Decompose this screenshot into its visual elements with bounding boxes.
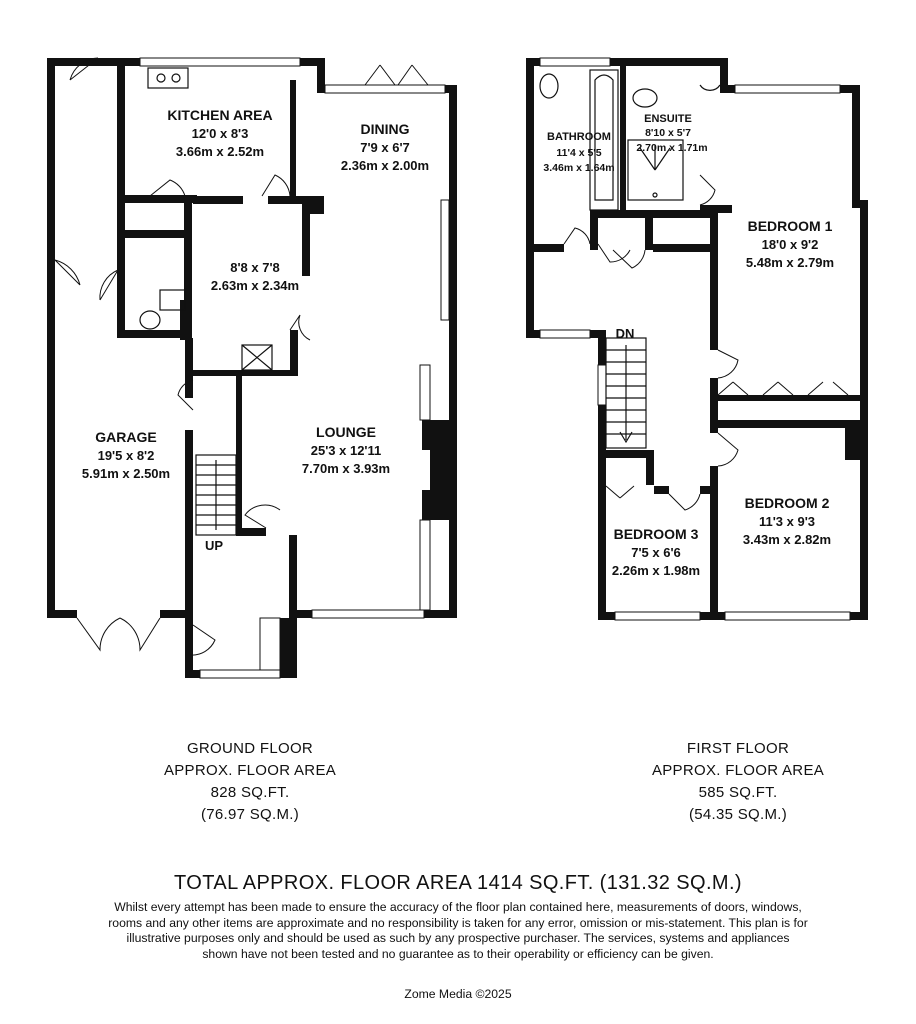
room-metric: 7.70m x 3.93m bbox=[301, 461, 391, 476]
room-metric: 3.46m x 1.64m bbox=[543, 162, 615, 174]
ground-floor-plan bbox=[47, 58, 457, 678]
room-imperial: 8'10 x 5'7 bbox=[645, 127, 691, 139]
room-bathroom bbox=[543, 131, 614, 174]
room-name: BEDROOM 3 bbox=[613, 526, 699, 542]
summary-title: GROUND FLOOR bbox=[186, 740, 314, 757]
room-name: ENSUITE bbox=[644, 113, 692, 125]
summary-sqft: 585 SQ.FT. bbox=[698, 784, 778, 801]
total-floor-area: TOTAL APPROX. FLOOR AREA 1414 SQ.FT. (131.32 SQ.M.) bbox=[173, 872, 742, 894]
room-name: LOUNGE bbox=[316, 424, 376, 440]
summary-sqft: 828 SQ.FT. bbox=[210, 784, 290, 801]
room-metric: 5.48m x 2.79m bbox=[745, 255, 835, 270]
ground-stairs bbox=[196, 455, 236, 535]
room-ensuite bbox=[636, 113, 707, 154]
room-name: BEDROOM 1 bbox=[747, 218, 833, 234]
summary-subtitle: APPROX. FLOOR AREA bbox=[163, 762, 337, 779]
room-kitchen bbox=[167, 107, 272, 159]
summary-title: FIRST FLOOR bbox=[686, 740, 790, 757]
ground-floor-summary bbox=[110, 738, 390, 826]
room-bedroom-1 bbox=[746, 218, 834, 270]
room-metric: 2.70m x 1.71m bbox=[636, 142, 708, 154]
room-name: DINING bbox=[360, 121, 410, 137]
room-metric: 3.66m x 2.52m bbox=[175, 144, 265, 159]
summary-subtitle: APPROX. FLOOR AREA bbox=[651, 762, 825, 779]
first-floor-plan bbox=[526, 58, 868, 620]
room-imperial: 11'4 x 5'5 bbox=[556, 147, 602, 159]
room-metric: 3.43m x 2.82m bbox=[742, 532, 832, 547]
room-bedroom-3 bbox=[612, 526, 700, 578]
room-imperial: 11'3 x 9'3 bbox=[758, 514, 816, 529]
room-metric: 2.26m x 1.98m bbox=[611, 563, 701, 578]
room-imperial: 8'8 x 7'8 bbox=[230, 260, 280, 275]
room-metric: 5.91m x 2.50m bbox=[81, 466, 171, 481]
room-name: GARAGE bbox=[95, 429, 157, 445]
room-metric: 2.63m x 2.34m bbox=[210, 278, 300, 293]
room-metric: 2.36m x 2.00m bbox=[340, 158, 430, 173]
stair-down-label: DN bbox=[615, 326, 635, 341]
room-lounge bbox=[302, 424, 390, 476]
room-utility bbox=[211, 260, 299, 293]
room-dining bbox=[341, 121, 429, 173]
room-imperial: 25'3 x 12'11 bbox=[310, 443, 382, 458]
room-imperial: 7'5 x 6'6 bbox=[631, 545, 681, 560]
room-name: BATHROOM bbox=[547, 131, 611, 143]
room-bedroom-2 bbox=[743, 495, 831, 547]
room-name: BEDROOM 2 bbox=[744, 495, 830, 511]
room-name: KITCHEN AREA bbox=[167, 107, 273, 123]
summary-sqm: (76.97 SQ.M.) bbox=[200, 806, 300, 823]
room-imperial: 7'9 x 6'7 bbox=[360, 140, 410, 155]
first-floor-stairs bbox=[606, 338, 646, 448]
room-imperial: 18'0 x 9'2 bbox=[761, 237, 819, 252]
first-floor-summary bbox=[598, 738, 878, 826]
summary-sqm: (54.35 SQ.M.) bbox=[688, 806, 788, 823]
room-imperial: 19'5 x 8'2 bbox=[97, 448, 155, 463]
credit-text: Zome Media ©2025 bbox=[404, 987, 512, 1001]
room-garage bbox=[82, 429, 170, 481]
room-imperial: 12'0 x 8'3 bbox=[191, 126, 249, 141]
disclaimer-text: Whilst every attempt has been made to ensure the accuracy of the floor plan contained here, measurements of doors, windows, rooms and any other items are approximate and no responsibility is taken for any error, omission or mis-statement. This plan is for illustrative purposes only and should be used as such by any prospective purchaser. The services, systems and appliances shown have not been tested and no guarantee as to their operability or efficiency can be given. bbox=[108, 900, 808, 961]
stair-up-label: UP bbox=[204, 538, 224, 553]
